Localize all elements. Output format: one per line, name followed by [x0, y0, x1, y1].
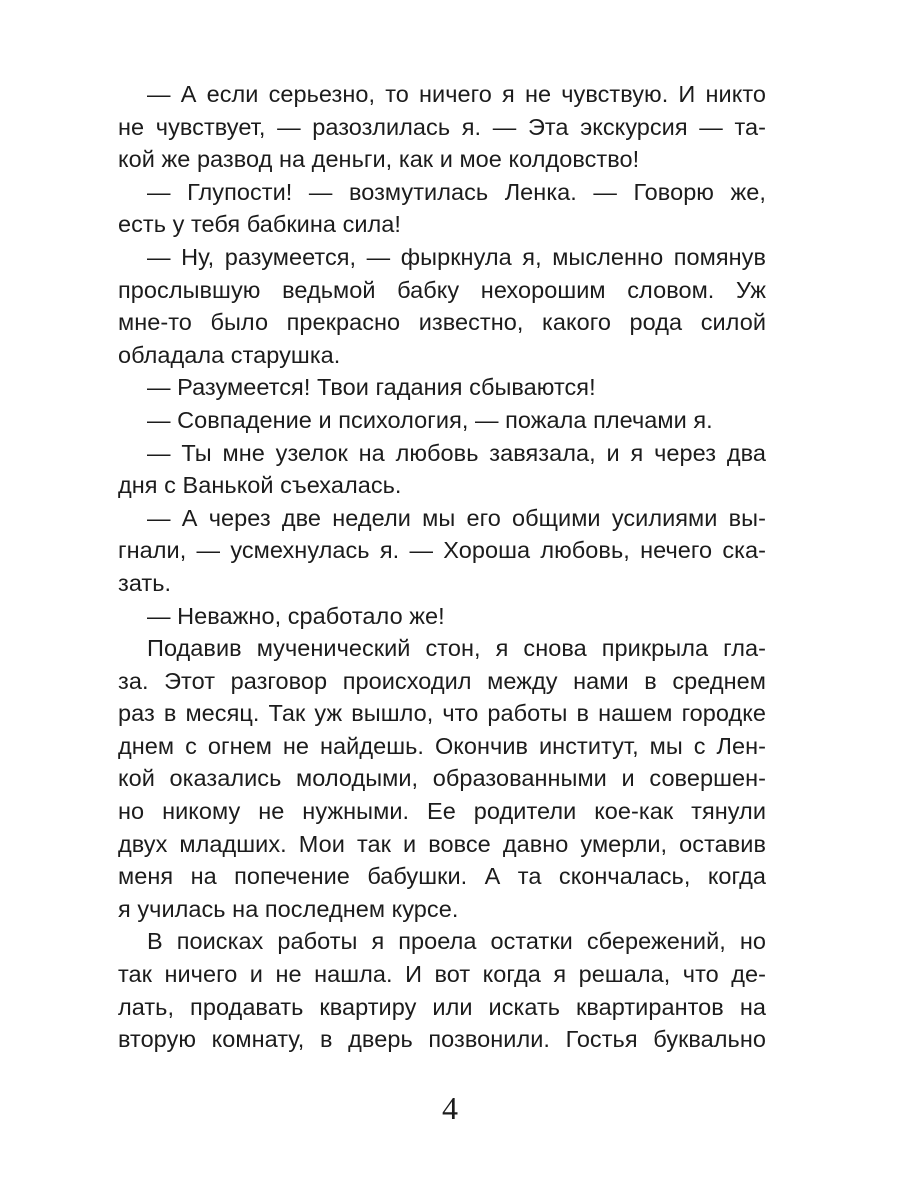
text-line: так ничего и не нашла. И вот когда я решала, что де- — [118, 961, 766, 988]
text-line: — А если серьезно, то ничего я не чувствую. И никто — [147, 81, 766, 107]
text-line: — Ты мне узелок на любовь завязала, и я через два — [147, 439, 766, 466]
text-line: кой же развод на деньги, как и мое колдовство! — [118, 146, 640, 173]
body-text — [118, 78, 766, 1056]
text-line: — Неважно, сработало же! — [147, 602, 445, 629]
text-line: зать. — [118, 569, 172, 596]
text-line: прослывшую ведьмой бабку нехорошим словом. Уж — [118, 276, 766, 303]
text-line: мне-то было прекрасно известно, какого рода силой — [118, 309, 766, 336]
text-line: обладала старушка. — [118, 341, 341, 368]
text-line: днем с огнем не найдешь. Окончив институт, мы с Лен- — [118, 732, 766, 759]
text-line: Подавив мученический стон, я снова прикрыла гла- — [147, 635, 766, 662]
text-line: за. Этот разговор происходил между нами в среднем — [118, 667, 766, 694]
text-line: — А через две недели мы его общими усилиями вы- — [147, 504, 766, 531]
text-line: меня на попечение бабушки. А та скончалась, когда — [118, 863, 766, 890]
text-line: — Совпадение и психология, — пожала плечами я. — [147, 406, 713, 433]
text-line: но никому не нужными. Ее родители кое-как тянули — [118, 798, 766, 825]
text-line: двух младших. Мои так и вовсе давно умерли, оставив — [118, 830, 766, 857]
text-line: вторую комнату, в дверь позвонили. Гостья буквально — [118, 1026, 766, 1053]
text-line: дня с Ванькой съехалась. — [118, 472, 402, 499]
text-line: не чувствует, — разозлилась я. — Эта экскурсия — та- — [118, 113, 766, 140]
text-line: гнали, — усмехнулась я. — Хороша любовь, нечего ска- — [118, 537, 766, 564]
text-line: — Ну, разумеется, — фыркнула я, мысленно помянув — [147, 243, 766, 270]
text-line: я училась на последнем курсе. — [118, 895, 459, 922]
text-line: — Разумеется! Твои гадания сбываются! — [147, 374, 596, 401]
text-line: В поисках работы я проела остатки сбережений, но — [147, 928, 766, 955]
text-line: кой оказались молодыми, образованными и совершен- — [118, 765, 766, 792]
text-line: есть у тебя бабкина сила! — [118, 211, 402, 238]
text-line: раз в месяц. Так уж вышло, что работы в нашем городке — [118, 700, 766, 727]
text-line: — Глупости! — возмутилась Ленка. — Говорю же, — [147, 178, 766, 205]
page-number: 4 — [442, 1090, 458, 1126]
text-line: лать, продавать квартиру или искать квартирантов на — [118, 993, 766, 1020]
